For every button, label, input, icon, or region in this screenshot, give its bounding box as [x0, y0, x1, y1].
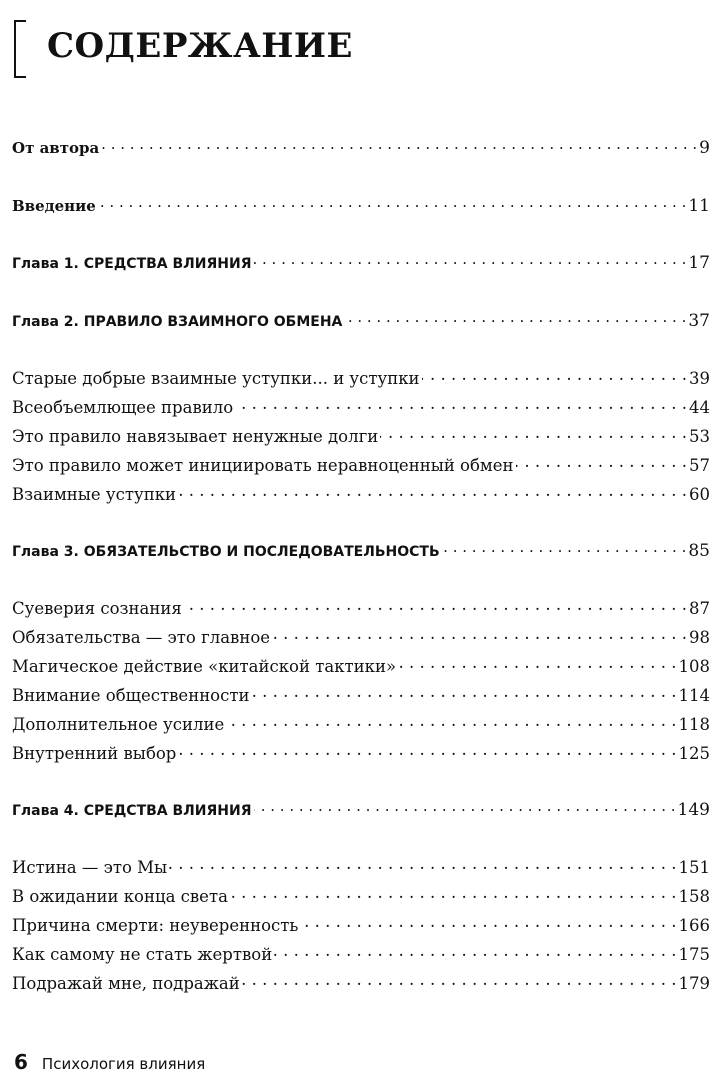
toc-entry-label: Суеверия сознания: [12, 599, 182, 619]
toc-entry-section: [12, 392, 710, 417]
toc-entry-section: [12, 910, 710, 935]
toc-entry-label: От автора: [12, 138, 100, 157]
toc-entry-page: 151: [678, 858, 710, 878]
leader-dots: [344, 306, 686, 326]
toc-entry-page: 179: [678, 974, 710, 994]
toc-entry-page: 11: [688, 195, 710, 216]
toc-entry-page: 17: [688, 252, 710, 273]
leader-dots: [380, 421, 687, 442]
footer-page-number: 6: [14, 1050, 28, 1074]
toc-entry-page: 98: [689, 628, 710, 648]
leader-dots: [230, 881, 677, 902]
toc-entry-chapter: [12, 306, 710, 331]
leader-dots: [252, 680, 677, 701]
leader-dots: [398, 651, 676, 672]
toc-entry-page: 57: [689, 456, 710, 476]
toc-entry-page: 158: [678, 887, 710, 907]
toc-entry-page: 60: [689, 485, 710, 505]
toc-entry-section: [12, 881, 710, 906]
toc-entry-label: Внимание общественности: [12, 686, 250, 706]
toc-entry-section: [12, 363, 710, 388]
toc-entry-label: Подражай мне, подражай: [12, 974, 240, 994]
toc-entry-label: Всеобъемлющее правило: [12, 398, 234, 418]
leader-dots: [226, 709, 676, 730]
toc-entry-section: [12, 651, 710, 676]
toc-entry-page: 44: [689, 398, 710, 418]
page-title: СОДЕРЖАНИЕ: [47, 26, 353, 66]
toc-entry-section: [12, 622, 710, 647]
toc-entry-label: Глава 3. ОБЯЗАТЕЛЬСТВО И ПОСЛЕДОВАТЕЛЬНОСТЬ: [12, 543, 440, 560]
toc-entry-label: Это правило может инициировать неравноценный обмен: [12, 456, 514, 476]
leader-dots: [254, 795, 676, 815]
leader-dots: [184, 593, 687, 614]
toc-entry-section: [12, 479, 710, 504]
toc-entry-label: Причина смерти: неуверенность: [12, 916, 299, 936]
page-footer: [14, 1050, 205, 1074]
toc-entry-section: [12, 421, 710, 446]
toc-entry-section: [12, 738, 710, 763]
toc-entry-page: 108: [678, 657, 710, 677]
toc-entry-label: Глава 1. СРЕДСТВА ВЛИЯНИЯ: [12, 255, 252, 272]
toc-entry-page: 39: [689, 369, 710, 389]
leader-dots: [98, 191, 687, 211]
leader-dots: [101, 133, 697, 153]
toc-entry-page: 9: [699, 137, 710, 158]
toc-entry-front-matter: [12, 191, 710, 216]
toc-entry-label: Старые добрые взаимные уступки... и уступки: [12, 369, 420, 389]
leader-dots: [169, 852, 676, 873]
toc-entry-label: Магическое действие «китайской тактики»: [12, 657, 397, 677]
toc-entry-label: Дополнительное усилие: [12, 715, 225, 735]
toc-entry-section: [12, 852, 710, 877]
toc-entry-label: Глава 2. ПРАВИЛО ВЗАИМНОГО ОБМЕНА: [12, 313, 343, 330]
toc-entry-chapter: [12, 536, 710, 561]
leader-dots: [422, 363, 687, 384]
leader-dots: [300, 910, 676, 931]
toc-entry-page: 125: [678, 744, 710, 764]
toc-entry-section: [12, 593, 710, 618]
toc-entry-label: Внутренний выбор: [12, 744, 177, 764]
toc-entry-page: 37: [688, 310, 710, 331]
leader-dots: [178, 479, 687, 500]
toc-entry-page: 53: [689, 427, 710, 447]
leader-dots: [442, 536, 687, 556]
leader-dots: [235, 392, 687, 413]
leader-dots: [274, 939, 676, 960]
toc-entry-label: Обязательства — это главное: [12, 628, 271, 648]
toc-entry-chapter: [12, 795, 710, 820]
toc-entry-label: В ожидании конца света: [12, 887, 228, 907]
leader-dots: [254, 248, 687, 268]
toc-entry-section: [12, 968, 710, 993]
toc-entry-label: Взаимные уступки: [12, 485, 177, 505]
leader-dots: [178, 738, 676, 759]
leader-dots: [272, 622, 687, 643]
bracket-decoration: [14, 20, 26, 78]
leader-dots: [516, 450, 687, 471]
footer-book-title: Психология влияния: [41, 1055, 206, 1073]
toc-entry-label: Это правило навязывает ненужные долги: [12, 427, 379, 447]
toc-entry-section: [12, 709, 710, 734]
toc-entry-front-matter: [12, 133, 710, 158]
toc-entry-page: 149: [677, 799, 710, 820]
toc-entry-section: [12, 939, 710, 964]
toc-entry-label: Как самому не стать жертвой: [12, 945, 273, 965]
leader-dots: [242, 968, 677, 989]
toc-entry-page: 114: [678, 686, 710, 706]
toc-entry-section: [12, 680, 710, 705]
toc-entry-chapter: [12, 248, 710, 273]
toc-entry-page: 87: [689, 599, 710, 619]
toc-entry-page: 85: [688, 540, 710, 561]
toc-entry-section: [12, 450, 710, 475]
toc-entry-page: 175: [678, 945, 710, 965]
toc-entry-page: 118: [678, 715, 710, 735]
toc-entry-page: 166: [678, 916, 710, 936]
toc-entry-label: Введение: [12, 196, 96, 215]
toc-entry-label: Глава 4. СРЕДСТВА ВЛИЯНИЯ: [12, 802, 252, 819]
toc-entry-label: Истина — это Мы: [12, 858, 168, 878]
